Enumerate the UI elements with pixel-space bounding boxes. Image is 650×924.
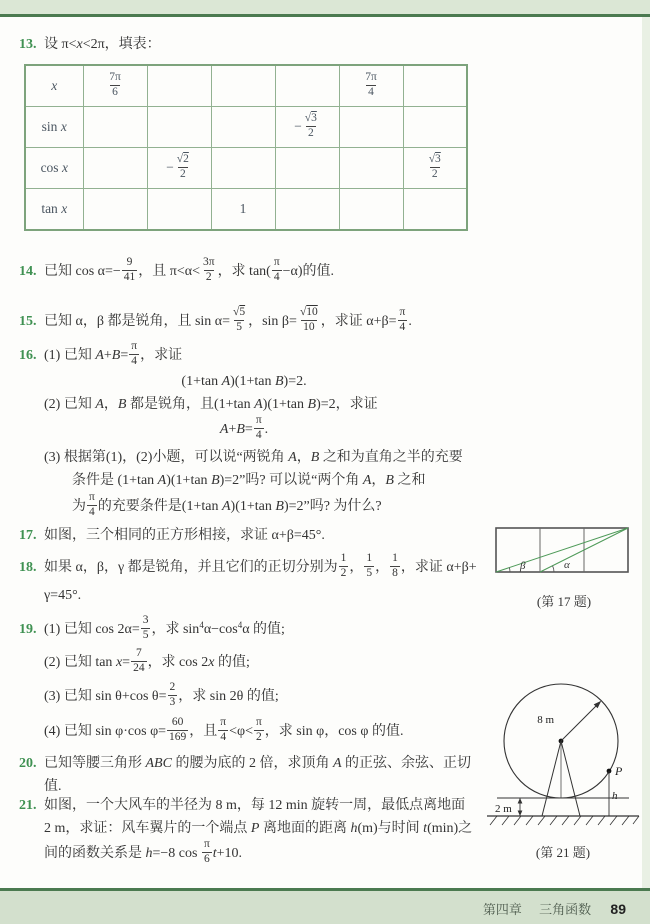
- row-header-cell: sin x: [25, 107, 83, 148]
- table-cell: [339, 107, 403, 148]
- problem-16-part3-line2: 条件是 (1+tan A)(1+tan B)=2”吗? 可以说“两个角 A，B 之和: [72, 473, 426, 488]
- problem-21-line3: 间的函数关系是 h=−8 cos $\frac{\pi}{6}$ t+10.: [44, 838, 243, 866]
- problem-15-number: 15.: [19, 314, 37, 329]
- row-header-cell: cos x: [25, 148, 83, 189]
- problem-20-number: 20.: [19, 756, 37, 771]
- problem-16-part3-line3: 为 $\frac{\pi}{4}$ 的充要条件是(1+tan A)(1+tan B)=2”吗? 为什么?: [72, 491, 382, 519]
- table-row: [25, 65, 467, 107]
- problem-18-line2: γ=45°.: [44, 588, 82, 603]
- problem-17-number: 17.: [19, 528, 37, 543]
- problem-19-part1: (1) 已知 cos 2α= $\frac{3}{5}$ ，求 $\sin^4\alpha-\cos^4\alpha$ 的值;: [44, 614, 285, 642]
- table-row: [25, 189, 467, 231]
- table-cell: [403, 107, 467, 148]
- footer-section: 三角函数: [539, 902, 592, 917]
- row-header-cell: tan x: [25, 189, 83, 231]
- clearance-label: 2 m: [495, 803, 512, 815]
- table-cell: [211, 148, 275, 189]
- table-cell: [147, 107, 211, 148]
- problem-16-part2: (2) 已知 A，B 都是锐角，且(1+tan A)(1+tan B)=2，求证: [44, 397, 378, 412]
- table-cell: [83, 107, 147, 148]
- problem-21-line2: 2 m，求证：风车翼片的一个端点 P 离地面的距离 h(m)与时间 t(min)之: [44, 821, 473, 836]
- table-cell: $\frac{7\pi}{6}$: [83, 65, 147, 107]
- table-cell: [83, 148, 147, 189]
- table-cell: [339, 189, 403, 231]
- problem-13-number: 13.: [19, 37, 37, 52]
- ferris-wheel-diagram: [483, 656, 643, 834]
- problem-14-text: 已知 cos α=− $\frac{9}{41}$ ，且 π<α< $\frac{3\pi}{2}$ ，求 tan( $\frac{\pi}{4}$ −α)的值.: [44, 256, 335, 284]
- row-header-cell: x: [25, 65, 83, 107]
- problem-19-number: 19.: [19, 622, 37, 637]
- problem-20-line1: 已知等腰三角形 ABC 的腰为底的 2 倍，求顶角 A 的正弦、余弦、正切: [44, 756, 472, 771]
- table-cell: [211, 65, 275, 107]
- alpha-angle-label: α: [564, 559, 570, 571]
- problem-16-equation2: A+B= $\frac{\pi}{4}$ .: [219, 414, 269, 442]
- table-cell: [83, 189, 147, 231]
- figure-21-caption: (第 21 题): [535, 845, 591, 860]
- problem-19-part3: (3) 已知 sin θ+cos θ= $\frac{2}{3}$ ，求 sin 2θ 的值;: [44, 681, 279, 709]
- problem-19-part4: (4) 已知 sin φ·cos φ= $\frac{60}{169}$ ，且 $\frac{\pi}{4}$ <φ< $\frac{\pi}{2}$ ，求 sin φ，cos φ 的值.: [44, 716, 404, 744]
- table-cell: 1: [211, 189, 275, 231]
- footer-page-number: 89: [610, 901, 626, 917]
- problem-18-line1: 如果 α，β，γ 都是锐角，并且它们的正切分别为 $\frac{1}{2}$ ， $\frac{1}{5}$ ， $\frac{1}{8}$ ，求证 α+β+: [44, 552, 477, 580]
- radius-label: 8 m: [537, 714, 554, 726]
- point-p-label: P: [615, 764, 623, 778]
- page-footer: [483, 899, 626, 918]
- problem-14-number: 14.: [19, 264, 37, 279]
- table-cell: [339, 148, 403, 189]
- table-cell: $\frac{7\pi}{4}$: [339, 65, 403, 107]
- table-cell: [275, 148, 339, 189]
- problem-21-figure: [483, 656, 643, 839]
- problem-18-number: 18.: [19, 560, 37, 575]
- three-squares-diagram: [494, 526, 634, 586]
- problem-16-equation1: (1+tan A)(1+tan B)=2.: [181, 374, 307, 389]
- problem-16-number: 16.: [19, 348, 37, 363]
- page-right-edge: [642, 17, 650, 888]
- problem-13-text: 设 π<x<2π，填表：: [44, 37, 161, 52]
- height-h-label: h: [612, 790, 618, 802]
- table-row: [25, 148, 467, 189]
- problem-21-number: 21.: [19, 798, 37, 813]
- table-cell: [275, 189, 339, 231]
- table-cell: − $\frac{√3}{2}$: [275, 107, 339, 148]
- table-cell: [211, 107, 275, 148]
- problem-13-fill-table: [24, 64, 468, 231]
- problem-16-part3-line1: (3) 根据第(1)，(2)小题，可以说“两锐角 A，B 之和为直角之半的充要: [44, 450, 463, 465]
- table-cell: − $\frac{√2}{2}$: [147, 148, 211, 189]
- figure-17-caption: (第 17 题): [536, 594, 592, 609]
- table-cell: [403, 189, 467, 231]
- table-cell: [147, 65, 211, 107]
- problem-21-line1: 如图，一个大风车的半径为 8 m，每 12 min 旋转一周，最低点离地面: [44, 798, 466, 813]
- table-cell: [275, 65, 339, 107]
- problem-17-figure: [494, 526, 634, 591]
- table-cell: $\frac{√3}{2}$: [403, 148, 467, 189]
- table-cell: [403, 65, 467, 107]
- top-green-band: [0, 0, 650, 14]
- problem-15-text: 已知 α，β 都是锐角，且 sin α= $\frac{√5}{5}$ ，sin β= $\frac{√10}{10}$ ，求证 α+β= $\frac{\pi}{4}$ .: [44, 306, 412, 334]
- table-cell: [147, 189, 211, 231]
- table-row: [25, 107, 467, 148]
- problem-20-line2: 值.: [44, 779, 62, 794]
- beta-angle-label: β: [520, 560, 526, 572]
- problem-19-part2: (2) 已知 tan x= $\frac{7}{24}$ ，求 cos 2x 的值;: [44, 647, 250, 675]
- footer-chapter: 第四章: [482, 902, 522, 917]
- top-green-rule: [0, 14, 650, 17]
- problem-17-text: 如图，三个相同的正方形相接，求证 α+β=45°.: [44, 528, 325, 543]
- problem-16-part1: (1) 已知 A+B= $\frac{\pi}{4}$ ，求证: [44, 340, 183, 368]
